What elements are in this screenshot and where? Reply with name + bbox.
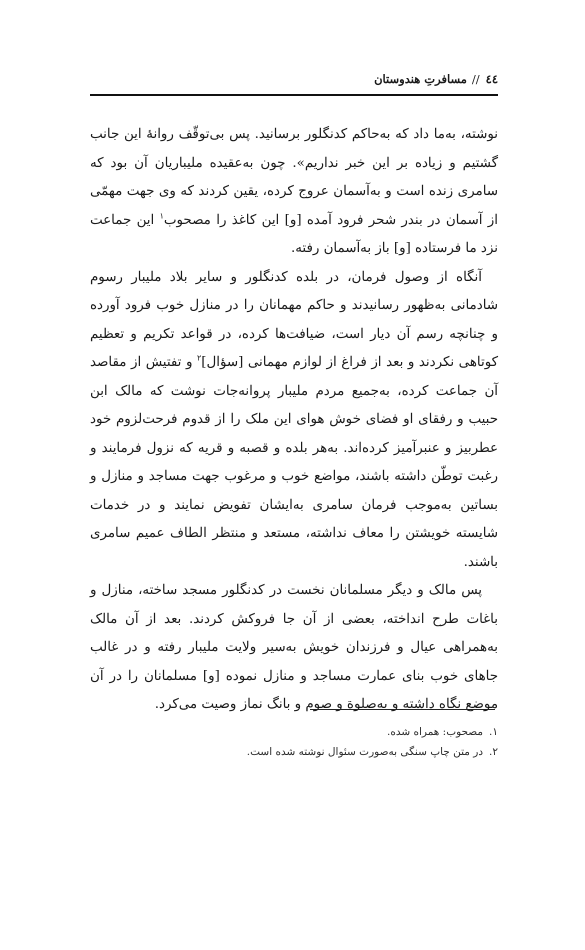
footnotes — [90, 722, 498, 762]
footnote-number: ۲. — [489, 746, 498, 758]
footnote-1 — [90, 722, 498, 742]
footnote-ref-1: ۱ — [159, 211, 164, 221]
page-header — [90, 68, 498, 90]
paragraph-1-text-end: این جماعت نزد ما فرستاده [و] باز به‌آسمان رفته. — [90, 212, 498, 256]
header-separator: // — [471, 72, 480, 86]
paragraph-1-text: نوشته، به‌ما داد که به‌حاکم کدنگلور برسانید. پس بی‌توقّف روانهٔ این جانب گشتیم و زیاده بر این خبر نداریم». چون به‌عقیده ملیباریان آن بود که سامری زنده است و به‌آسمان عروج کرده، یقین کردند که وی جهت مهمّی از آسمان در بندر شحر فرود آمده [و] این کاغذ را مصحوب — [90, 127, 498, 228]
paragraph-1 — [90, 121, 498, 264]
footnote-rule — [310, 709, 495, 710]
footnote-text: در متن چاپ سنگی به‌صورت سئوال نوشته شده است. — [246, 746, 484, 758]
header-rule — [90, 94, 498, 96]
paragraph-2-text: آنگاه از وصول فرمان، در بلده کدنگلور و سایر بلاد ملیبار رسوم شادمانی به‌ظهور رسانیدند و حاکم مهمانان را در منازل خوب فرود آورده و چنانچه رسم آن دیار است، ضیافت‌ها کرده، در قواعد تکریم و تعظیم کوتاهی نکردند و بعد از فراغ از لوازم مهمانی [سؤال] — [90, 269, 498, 370]
footnote-text: مصحوب: همراه شده. — [387, 726, 484, 738]
footnote-ref-2: ۲ — [196, 353, 202, 363]
paragraph-3: پس مالک و دیگر مسلمانان نخست در کدنگلور مسجد ساخته، منازل و باغات طرح انداخته، بعضی از آن جا فروکش کردند. بعد از آن مالک به‌همراهی عیال و فرزندان خویش به‌سیر ولایت ملیبار رفته و در غالب جاهای خوب بنای عمارت مساجد و منازل نموده [و] مسلمانان را در آن موضع نگاه داشته و به‌صلوة و صوم و بانگ نماز وصیت می‌کرد. — [90, 583, 498, 712]
page-number: ٤٤ — [485, 72, 498, 86]
footnote-2 — [90, 742, 498, 762]
paragraph-2 — [90, 264, 498, 578]
running-title: مسافرتِ هندوستان — [374, 72, 467, 86]
main-text — [90, 121, 498, 720]
paragraph-2-text-end: و تفتیش از مقاصد آن جماعت کرده، به‌جمیع مردم ملیبار پروانه‌جات نوشت که مالک ابن حبیب و رفقای او فضای خوش هوای این ملک را از قدوم فرحت‌لزوم خود عطربیز و عنبرآمیز کرده‌اند. به‌هر بلده و قصبه و قریه که نزول فرمایند و رغبت توطّن داشته باشند، مواضع خوب و مرغوب جهت مساجد و منازل و بساتین به‌موجب فرمان سامری به‌ایشان تفویض نمایند و در خدمات شایسته خویشتن را معاف نداشته، مستعد و منتظر الطاف عمیم سامری باشند. — [90, 355, 498, 570]
footnote-number: ۱. — [489, 726, 498, 738]
